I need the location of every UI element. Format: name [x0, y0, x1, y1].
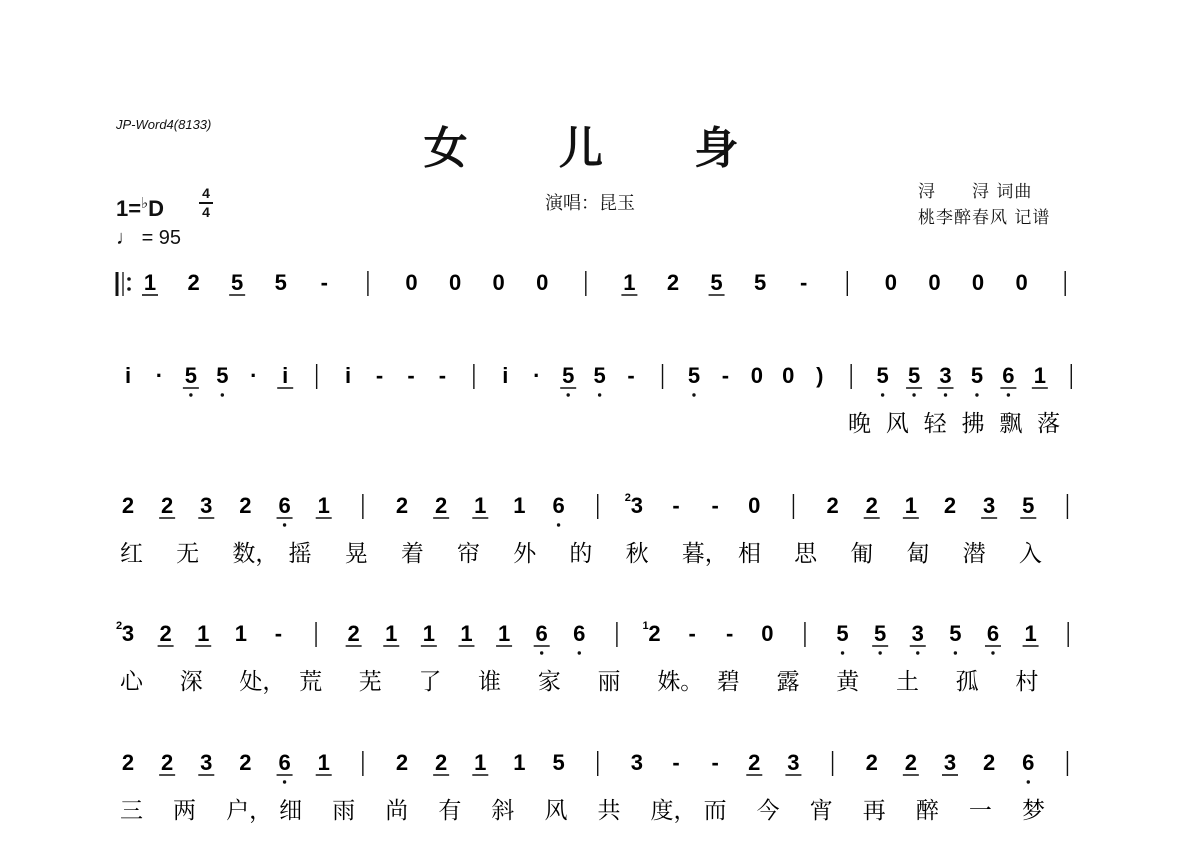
note-2: 2: [159, 621, 172, 646]
note-6: 6: [278, 750, 291, 775]
note-2: 2: [826, 493, 839, 518]
lyric-char: 露: [776, 669, 800, 695]
note-6: 6: [986, 621, 1000, 646]
note-0: 0: [761, 621, 774, 646]
lyric-char: 思: [794, 541, 818, 567]
octave-dot: [991, 651, 994, 654]
note-5: 5: [593, 363, 606, 388]
note-·: ·: [155, 363, 164, 388]
octave-dot: [540, 651, 543, 654]
note-5: 5: [274, 270, 287, 295]
lyric-char: 心: [120, 669, 143, 695]
key-prefix: 1=: [116, 196, 142, 221]
lyric-char: 外: [513, 541, 537, 567]
note-0: 0: [782, 363, 795, 388]
note-2: 2: [347, 621, 360, 646]
lyric-char: 晚: [848, 411, 871, 437]
note-0: 0: [405, 270, 418, 295]
lyric-char: 细: [279, 798, 303, 824]
octave-dot: [954, 651, 957, 654]
note-3: 3: [983, 493, 996, 518]
note-3: 3: [939, 363, 952, 388]
octave-dot: [566, 393, 569, 396]
note-0: 0: [750, 363, 763, 388]
note-5: 5: [874, 621, 887, 646]
note-1: 1: [385, 621, 398, 646]
octave-dot: [1007, 393, 1010, 396]
note-5: 5: [687, 363, 701, 388]
note-1: 1: [623, 270, 636, 295]
lyric-char: 拂: [961, 411, 985, 437]
note-5: 5: [970, 363, 984, 388]
note-dash: -: [672, 750, 680, 775]
octave-dot: [189, 393, 192, 396]
lyric-char: 处，: [239, 669, 286, 695]
tempo-value: = 95: [141, 227, 182, 249]
key-note: D: [148, 196, 165, 221]
lyric-char: 土: [895, 669, 919, 695]
singer-credit: 演唱：昆玉: [545, 193, 635, 214]
note-2: 2: [983, 750, 996, 775]
note-5: 5: [754, 270, 767, 295]
note-5: 5: [836, 621, 849, 646]
note-2: 2: [161, 493, 174, 518]
lyric-char: 尚: [385, 798, 409, 824]
lyric-char: 两: [173, 798, 197, 824]
note-2: 2: [943, 493, 957, 518]
note-0: 0: [448, 270, 462, 295]
octave-dot: [841, 651, 844, 654]
lyric-char: 暮，: [681, 541, 728, 567]
lyric-char: 深: [179, 669, 203, 695]
lyric-char: 轻: [923, 411, 947, 437]
note-1: 1: [460, 621, 473, 646]
note-6: 6: [278, 493, 291, 518]
note-5: 5: [184, 363, 198, 388]
note-dash: -: [375, 363, 384, 388]
lyric-char: 风: [885, 411, 909, 437]
lyric-char: 入: [1018, 541, 1042, 567]
lyric-char: 帘: [457, 541, 481, 567]
octave-dot: [283, 780, 286, 783]
note-3: 3: [200, 750, 213, 775]
octave-dot: [916, 651, 919, 654]
note-2: 2: [435, 750, 448, 775]
octave-dot: [881, 393, 884, 396]
note-dash: -: [726, 621, 734, 646]
note-2: 2: [239, 750, 252, 775]
lyric-char: 风: [544, 798, 568, 824]
note-dash: -: [627, 363, 635, 388]
note-): ): [816, 363, 824, 388]
note-2: 2: [666, 270, 680, 295]
lyric-char: 丽: [597, 669, 621, 695]
note-1: 1: [143, 270, 157, 295]
note-2: 2: [161, 750, 174, 775]
octave-dot: [912, 393, 915, 396]
note-2: 2: [395, 750, 409, 775]
note-3: 3: [630, 750, 643, 775]
note-2: 2: [395, 493, 409, 518]
lyric-char: 谁: [478, 669, 502, 695]
note-1: 1: [904, 493, 917, 518]
note-i: i: [502, 363, 509, 388]
note-1: 1: [197, 621, 210, 646]
meter-top: 4: [202, 185, 210, 201]
lyric-char: 共: [597, 798, 621, 824]
lyric-char: 醉: [915, 798, 939, 824]
note-3: 3: [121, 621, 135, 646]
note-1: 1: [1024, 621, 1037, 646]
note-2: 2: [865, 750, 878, 775]
note-0: 0: [492, 270, 505, 295]
grace-note: 2: [115, 620, 123, 632]
note-3: 3: [787, 750, 800, 775]
note-5: 5: [552, 750, 565, 775]
note-6: 6: [1002, 363, 1015, 388]
note-1: 1: [497, 621, 511, 646]
lyric-char: 梦: [1021, 798, 1045, 824]
note-0: 0: [971, 270, 985, 295]
note-dash: -: [274, 621, 283, 646]
note-5: 5: [876, 363, 889, 388]
lyric-char: 的: [569, 541, 593, 567]
octave-dot: [1027, 780, 1030, 783]
note-2: 2: [865, 493, 878, 518]
lyric-char: 一: [968, 798, 992, 824]
note-1: 1: [422, 621, 435, 646]
note-6: 6: [1022, 750, 1035, 775]
lyric-char: 匍: [850, 541, 874, 567]
octave-dot: [944, 393, 947, 396]
note-5: 5: [216, 363, 229, 388]
lyric-char: 村: [1015, 669, 1039, 695]
note-1: 1: [474, 493, 487, 518]
note-1: 1: [317, 750, 330, 775]
lyric-char: 摇: [288, 541, 312, 567]
lyric-char: 姝。: [657, 669, 704, 695]
note-5: 5: [949, 621, 962, 646]
note-2: 2: [904, 750, 917, 775]
note-2: 2: [648, 621, 661, 646]
lyric-char: 宵: [809, 798, 833, 824]
lyric-char: 潜: [962, 541, 986, 567]
note-6: 6: [535, 621, 548, 646]
lyric-char: 孤: [955, 669, 979, 695]
note-dash: -: [721, 363, 730, 388]
repeat-dot: [127, 287, 131, 291]
note-3: 3: [943, 750, 957, 775]
lyric-char: 再: [862, 798, 886, 824]
lyric-char: 匐: [906, 541, 930, 567]
lyric-char: 雨: [332, 798, 356, 824]
lyricist-credit: 浔 浔 词曲: [918, 182, 1033, 202]
lyric-char: 今: [756, 798, 780, 824]
note-2: 2: [121, 750, 135, 775]
lyric-char: 无: [176, 541, 200, 567]
note-3: 3: [911, 621, 924, 646]
note-2: 2: [121, 493, 135, 518]
note-dash: -: [711, 750, 719, 775]
note-2: 2: [239, 493, 252, 518]
note-5: 5: [231, 270, 244, 295]
note-5: 5: [907, 363, 921, 388]
note-1: 1: [513, 750, 526, 775]
note-2: 2: [435, 493, 448, 518]
lyric-char: 芜: [358, 669, 382, 695]
lyric-char: 户，: [226, 798, 273, 824]
note-dash: -: [407, 363, 415, 388]
note-·: ·: [250, 363, 258, 388]
note-3: 3: [630, 493, 643, 518]
lyric-char: 度，: [650, 798, 697, 824]
lyric-char: 而: [703, 798, 727, 824]
lyric-char: 黄: [836, 669, 860, 695]
lyric-char: 家: [537, 669, 561, 695]
note-i: i: [124, 363, 132, 388]
grace-note: 2: [624, 492, 631, 504]
octave-dot: [557, 523, 560, 526]
octave-dot: [221, 393, 224, 396]
octave-dot: [878, 651, 881, 654]
note-6: 6: [573, 621, 586, 646]
note-5: 5: [1022, 493, 1035, 518]
note-dash: -: [688, 621, 696, 646]
lyric-char: 有: [438, 798, 462, 824]
flat-sign: ♭: [141, 195, 149, 212]
lyric-char: 落: [1037, 411, 1061, 437]
meter-bottom: 4: [202, 204, 210, 220]
note-6: 6: [552, 493, 565, 518]
note-5: 5: [562, 363, 575, 388]
note-2: 2: [748, 750, 761, 775]
lyric-char: 荒: [299, 669, 323, 695]
note-3: 3: [200, 493, 213, 518]
lyric-char: 三: [120, 798, 143, 824]
note-1: 1: [234, 621, 247, 646]
note-1: 1: [474, 750, 487, 775]
grace-note: 1: [642, 620, 649, 632]
note-0: 0: [928, 270, 941, 295]
lyric-char: 飘: [999, 411, 1023, 437]
note-i: i: [345, 363, 352, 388]
octave-dot: [692, 393, 695, 396]
note-1: 1: [513, 493, 526, 518]
lyric-char: 了: [418, 669, 442, 695]
lyric-char: 秋: [625, 541, 649, 567]
note-2: 2: [187, 270, 200, 295]
quarter-note-icon: ♩: [116, 227, 136, 249]
note-·: ·: [533, 363, 541, 388]
note-i: i: [282, 363, 289, 388]
note-dash: -: [438, 363, 447, 388]
octave-dot: [975, 393, 978, 396]
software-label: JP-Word4(8133): [116, 117, 212, 132]
song-title: 女 儿 身: [423, 123, 777, 174]
lyric-char: 红: [120, 541, 143, 567]
lyric-char: 晃: [344, 541, 368, 567]
note-dash: -: [672, 493, 680, 518]
lyric-char: 数，: [232, 541, 279, 567]
note-5: 5: [710, 270, 723, 295]
note-1: 1: [1033, 363, 1046, 388]
note-dash: -: [800, 270, 808, 295]
note-0: 0: [748, 493, 761, 518]
note-0: 0: [884, 270, 898, 295]
octave-dot: [283, 523, 286, 526]
note-dash: -: [711, 493, 719, 518]
transcriber-credit: 桃李醉春风 记谱: [918, 208, 1051, 228]
note-1: 1: [317, 493, 330, 518]
lyric-char: 相: [737, 541, 761, 567]
lyric-char: 碧: [716, 669, 740, 695]
octave-dot: [578, 651, 581, 654]
octave-dot: [598, 393, 601, 396]
note-dash: -: [320, 270, 328, 295]
note-0: 0: [1015, 270, 1028, 295]
note-0: 0: [536, 270, 549, 295]
lyric-char: 着: [400, 541, 424, 567]
lyric-char: 斜: [491, 798, 515, 824]
repeat-dot: [127, 277, 131, 281]
